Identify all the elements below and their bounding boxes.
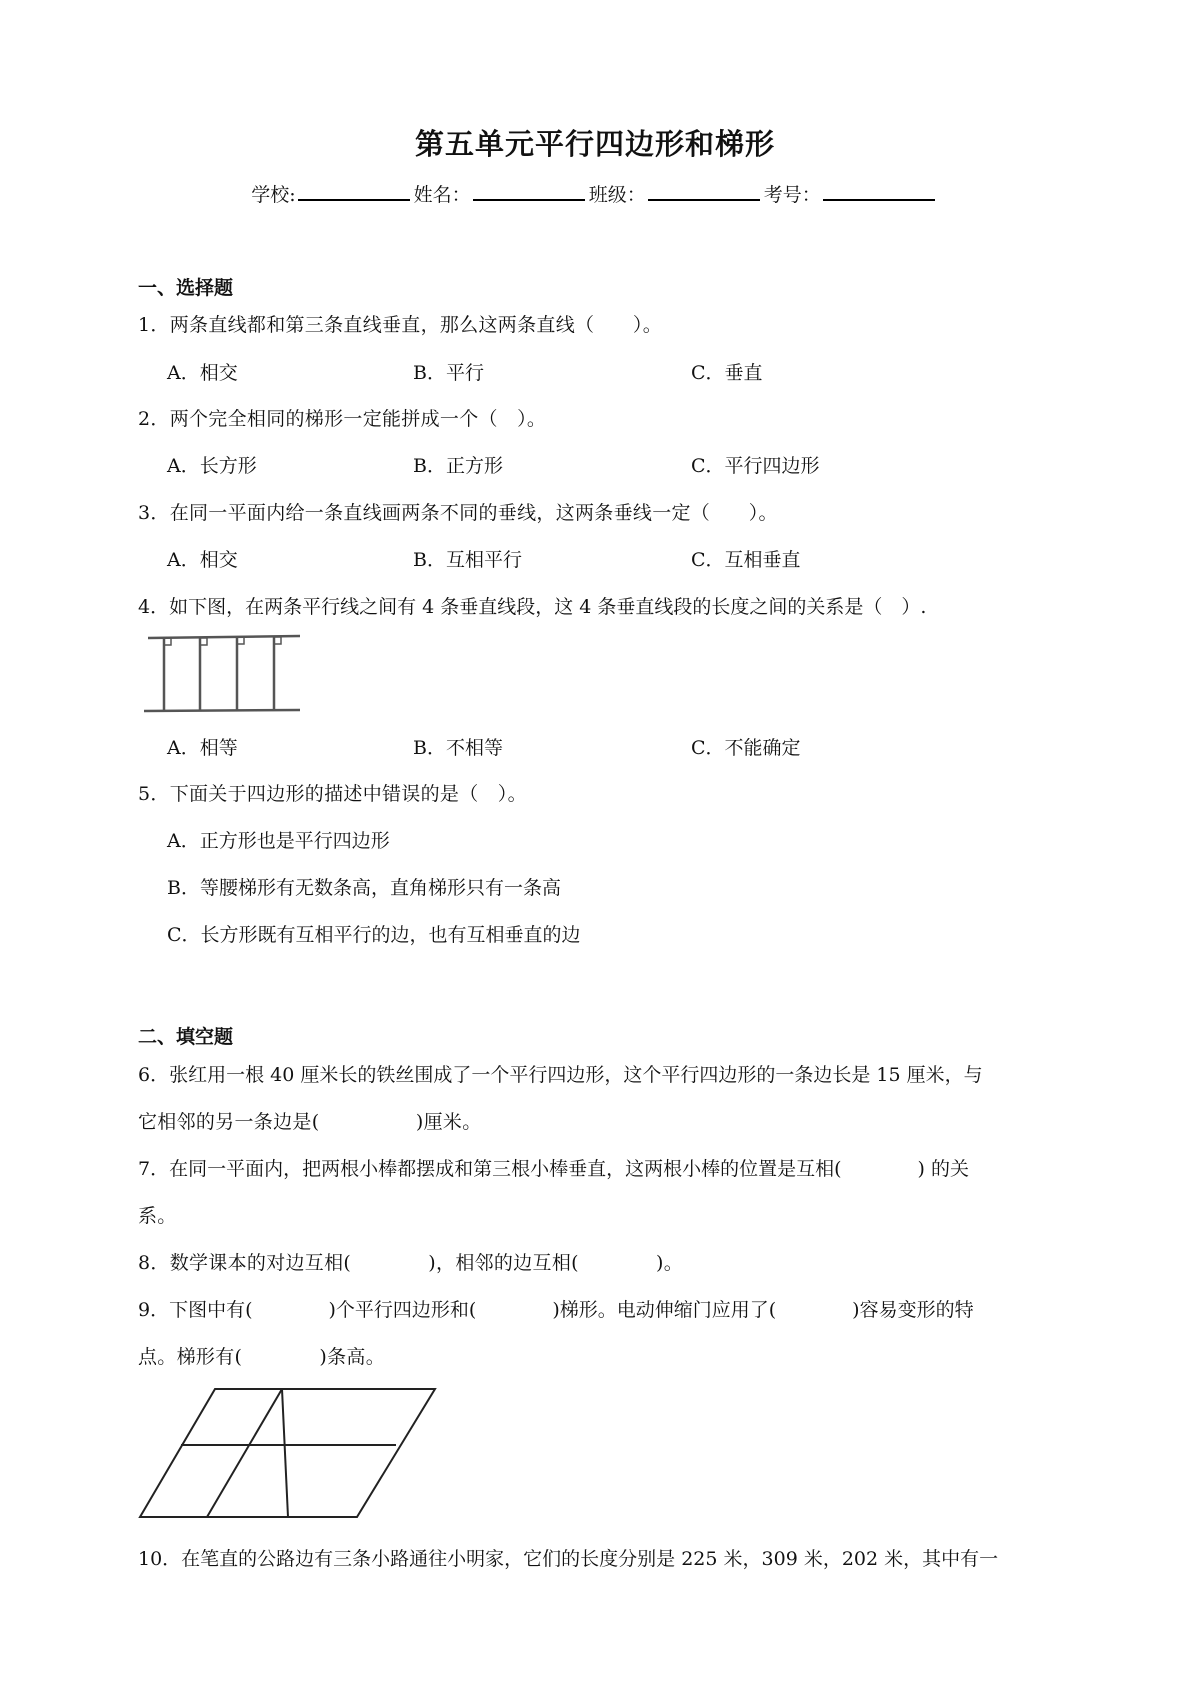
page-title: 第五单元平行四边形和梯形 [414, 127, 775, 161]
q1-option-c[interactable]: C．垂直 [691, 362, 763, 384]
q2-option-b[interactable]: B．正方形 [413, 455, 503, 477]
question-9-line-1: 9．下图中有( )个平行四边形和( )梯形。电动伸缩门应用了( )容易变形的特 [138, 1299, 974, 1321]
question-10-line-1: 10．在笔直的公路边有三条小路通往小明家，它们的长度分别是 225 米，309 米，202 米，其中有一 [138, 1548, 999, 1570]
section-heading-fill: 二、填空题 [138, 1026, 234, 1048]
question-6-line-1: 6．张红用一根 40 厘米长的铁丝围成了一个平行四边形，这个平行四边形的一条边长是 15 厘米，与 [138, 1064, 983, 1086]
bottom-parallel-line [144, 710, 300, 711]
q1-option-b[interactable]: B．平行 [413, 362, 484, 384]
question-3: 3．在同一平面内给一条直线画两条不同的垂线，这两条垂线一定（ ）。 [138, 502, 778, 524]
question-9-line-2: 点。梯形有( )条高。 [138, 1346, 386, 1368]
q5-option-a[interactable]: A．正方形也是平行四边形 [167, 830, 390, 852]
question-6-line-2: 它相邻的另一条边是( )厘米。 [138, 1111, 482, 1133]
question-7-line-1: 7．在同一平面内，把两根小棒都摆成和第三根小棒垂直，这两根小棒的位置是互相( ) 的关 [138, 1158, 969, 1180]
q4-option-c[interactable]: C．不能确定 [691, 737, 801, 759]
class-label: 班级： [588, 184, 646, 206]
question-8: 8．数学课本的对边互相( )，相邻的边互相( )。 [138, 1252, 684, 1274]
q1-option-a[interactable]: A．相交 [167, 362, 238, 384]
q5-option-c[interactable]: C．长方形既有互相平行的边，也有互相垂直的边 [167, 924, 581, 946]
q5-option-b[interactable]: B．等腰梯形有无数条高，直角梯形只有一条高 [167, 877, 561, 899]
name-label: 姓名： [413, 184, 471, 206]
class-blank[interactable] [648, 181, 760, 201]
name-blank[interactable] [473, 181, 585, 201]
question-4: 4．如下图，在两条平行线之间有 4 条垂直线段，这 4 条垂直线段的长度之间的关系是（ ）. [138, 596, 927, 618]
section-heading-choice: 一、选择题 [138, 277, 234, 299]
vertical-divider [282, 1389, 288, 1517]
q3-option-c[interactable]: C．互相垂直 [691, 549, 801, 571]
parallel-lines-figure [140, 630, 305, 717]
student-info-line [0, 180, 1190, 207]
exam-no-blank[interactable] [823, 181, 935, 201]
question-1: 1．两条直线都和第三条直线垂直，那么这两条直线（ ）。 [138, 314, 662, 336]
question-7-line-2: 系。 [138, 1205, 177, 1227]
school-label: 学校: [251, 184, 296, 206]
q2-option-c[interactable]: C．平行四边形 [691, 455, 820, 477]
q2-option-a[interactable]: A．长方形 [167, 455, 257, 477]
q3-option-a[interactable]: A．相交 [167, 549, 238, 571]
q4-option-a[interactable]: A．相等 [167, 737, 238, 759]
school-blank[interactable] [298, 181, 410, 201]
question-2: 2．两个完全相同的梯形一定能拼成一个（ ）。 [138, 408, 547, 430]
question-5: 5．下面关于四边形的描述中错误的是（ ）。 [138, 783, 527, 805]
parallelogram-division-figure [135, 1385, 441, 1521]
q3-option-b[interactable]: B．互相平行 [413, 549, 522, 571]
slanted-divider [207, 1389, 282, 1517]
exam-no-label: 考号： [763, 184, 821, 206]
q4-option-b[interactable]: B．不相等 [413, 737, 503, 759]
